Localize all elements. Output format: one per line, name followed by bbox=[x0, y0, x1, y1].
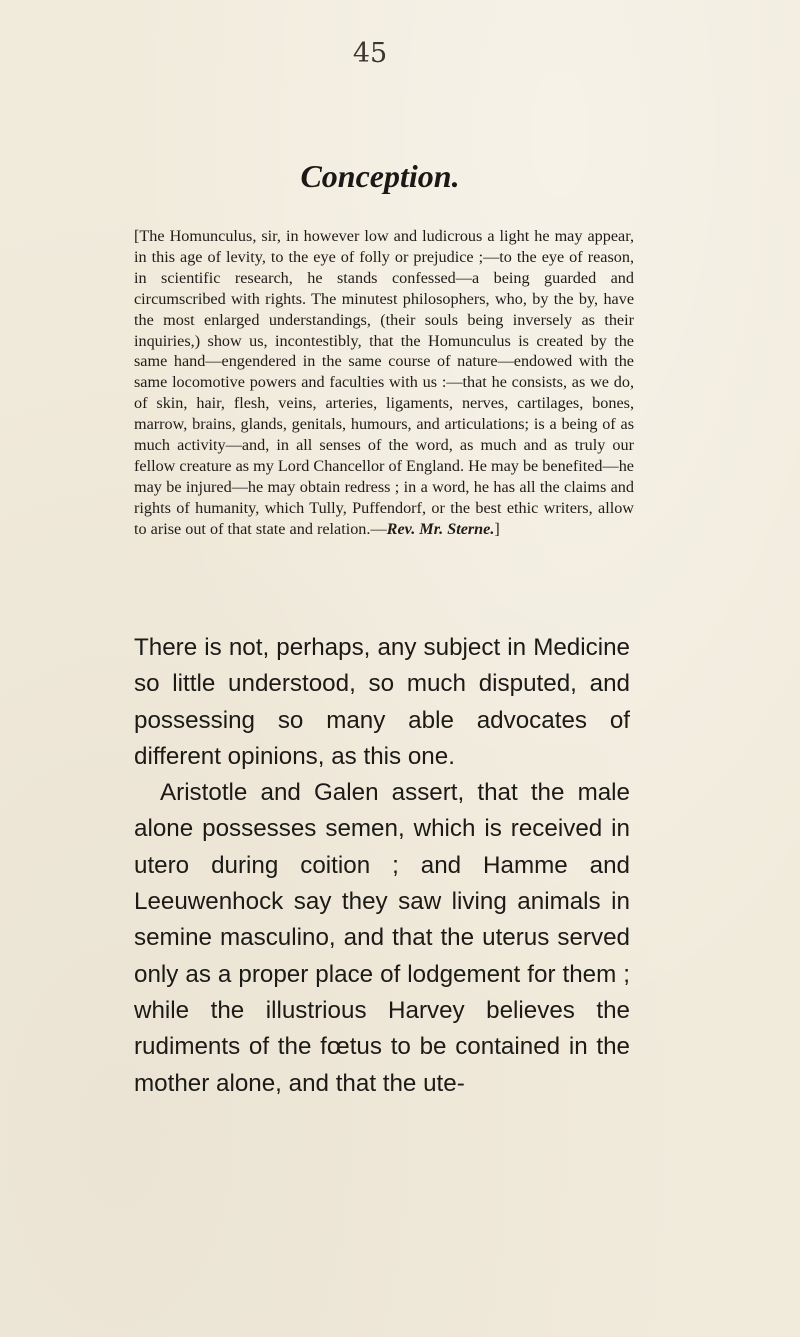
body-text bbox=[134, 630, 630, 1102]
epigraph-closing-bracket: ] bbox=[494, 519, 500, 538]
epigraph-text: [The Homunculus, sir, in however low and ludicrous a light he may appear, in this age of levity, to the eye of folly or prejudice ;—to the eye of reason, in scientific research, he stands confessed—a being guarded and circumscribed with rights. The minutest philosophers, who, by the by, have the most enlarged understandings, (their souls being inversely as their inquiries,) show us, incontestibly, that the Homunculus is created by the same hand—engendered in the same course of nature—endowed with the same locomotive powers and faculties with us :—that he consists, as we do, of skin, hair, flesh, veins, arteries, ligaments, nerves, cartilages, bones, marrow, brains, glands, genitals, humours, and articulations; is a being of as much activity—and, in all senses of the word, as much and as truly our fellow creature as my Lord Chancellor of England. He may be benefited—he may be injured—he may obtain redress ; in a word, he has all the claims and rights of humanity, which Tully, Puffendorf, or the best ethic writers, allow to arise out of that state and relation.— bbox=[134, 227, 634, 538]
epigraph-quotation bbox=[134, 226, 634, 540]
page-number: 45 bbox=[352, 38, 388, 69]
paragraph-2: Aristotle and Galen assert, that the male alone possesses semen, which is received in utero during coition ; and Hamme and Leeuwenhock say they saw living animals in semine masculino, and that the uterus served only as a proper place of lodgement for them ; while the illustrious Harvey believes the rudiments of the fœtus to be contained in the mother alone, and that the ute- bbox=[134, 779, 630, 1097]
paragraph-1: There is not, perhaps, any subject in Medicine so little understood, so much disputed, and possessing so many able advocates of different opinions, as this one. bbox=[134, 634, 630, 770]
epigraph-attribution: Rev. Mr. Sterne. bbox=[386, 519, 495, 538]
running-title: Conception. bbox=[300, 158, 460, 194]
